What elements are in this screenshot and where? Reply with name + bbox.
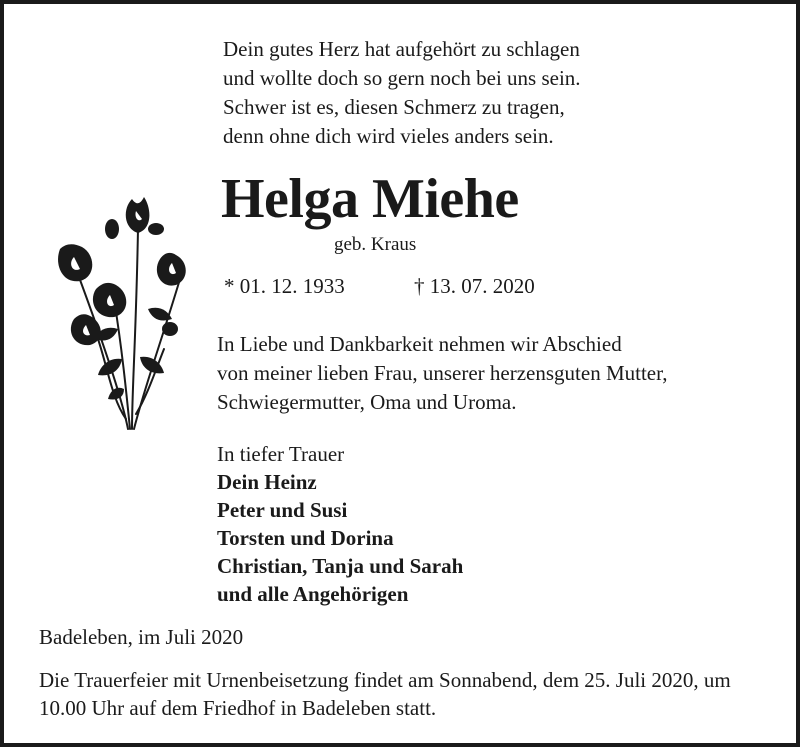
birth-date: * 01. 12. 1933 bbox=[224, 274, 345, 298]
mourner-name: und alle Angehörigen bbox=[217, 582, 409, 606]
mourners-list bbox=[217, 440, 463, 608]
deceased-name: Helga Miehe bbox=[221, 168, 519, 230]
poem-line: Dein gutes Herz hat aufgehört zu schlagen bbox=[223, 37, 580, 61]
poem-line: Schwer ist es, diesen Schmerz zu tragen, bbox=[223, 95, 565, 119]
mourner-name: Peter und Susi bbox=[217, 498, 348, 522]
farewell-text bbox=[217, 330, 668, 417]
mourner-name: Dein Heinz bbox=[217, 470, 317, 494]
farewell-line: Schwiegermutter, Oma und Uroma. bbox=[217, 390, 517, 414]
mourner-name: Christian, Tanja und Sarah bbox=[217, 554, 464, 578]
place-date: Badeleben, im Juli 2020 bbox=[39, 625, 244, 649]
maiden-name: geb. Kraus bbox=[334, 234, 417, 255]
mourner-name: Torsten und Dorina bbox=[217, 526, 394, 550]
mourners-intro: In tiefer Trauer bbox=[217, 442, 345, 466]
ceremony-notice bbox=[39, 666, 731, 722]
ceremony-line: 10.00 Uhr auf dem Friedhof in Badeleben statt. bbox=[39, 696, 437, 720]
ceremony-line: Die Trauerfeier mit Urnenbeisetzung findet am Sonnabend, dem 25. Juli 2020, um bbox=[39, 668, 731, 692]
farewell-line: von meiner lieben Frau, unserer herzensguten Mutter, bbox=[217, 361, 668, 385]
poem-line: denn ohne dich wird vieles anders sein. bbox=[223, 124, 554, 148]
farewell-line: In Liebe und Dankbarkeit nehmen wir Abschied bbox=[217, 332, 622, 356]
poem-line: und wollte doch so gern noch bei uns sein. bbox=[223, 66, 581, 90]
poem bbox=[223, 35, 581, 151]
rose-bouquet-icon bbox=[52, 189, 192, 434]
life-dates bbox=[224, 272, 535, 300]
death-date: † 13. 07. 2020 bbox=[414, 274, 535, 298]
